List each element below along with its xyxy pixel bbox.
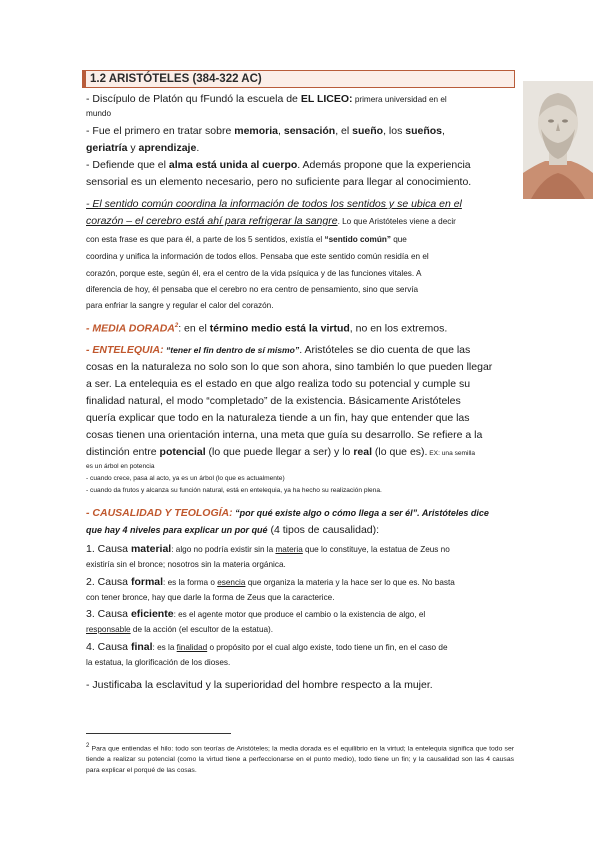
intro-line-3	[86, 157, 514, 174]
sentido-comun-term: “sentido común”	[324, 235, 391, 244]
sentido-text: coordina y unifica la información de todos ellos. Pensaba que este sentido común residía en el	[86, 252, 429, 261]
entelequia-example-3	[86, 486, 514, 496]
termino-medio-emphasis: término medio está la virtud	[209, 322, 350, 335]
causa-text: 1. Causa	[86, 543, 131, 555]
causalidad-quote: “por qué existe algo o cómo llega a ser él”. Aristóteles dice	[232, 508, 489, 518]
causa-text: 2. Causa	[86, 576, 131, 588]
entelequia-quote: “tener el fin dentro de sí mismo”	[163, 345, 300, 355]
section-title: 1.2 ARISTÓTELES (384-322 AC)	[90, 73, 262, 85]
intro-text: . Además propone que la experiencia	[297, 159, 471, 171]
causa-text: de la acción (el escultor de la estatua).	[130, 625, 274, 634]
intro-line-2b	[86, 140, 514, 157]
media-dorada-line	[86, 318, 514, 338]
example-text: - cuando da frutos y alcanza su función natural, está en entelequia, ya ha hecho su realización plena.	[86, 487, 382, 494]
term-real: real	[353, 446, 372, 458]
term-potencial: potencial	[159, 446, 206, 458]
causalidad-quote: que hay 4 niveles para explicar un por qué	[86, 525, 268, 535]
sentido-text: diferencia de hoy, él pensaba que el cerebro no era centro de pensamiento, sino que servía	[86, 285, 419, 294]
causa-text: : es la forma o	[163, 578, 218, 587]
sentido-quote: corazón – el cerebro está ahí para refrigerar la sangre	[86, 215, 338, 227]
causa-final-term: final	[130, 641, 153, 653]
esclavitud-text: - Justificaba la esclavitud y la superioridad del hombre respecto a la mujer.	[86, 679, 433, 691]
intro-text: y	[127, 142, 139, 154]
entelequia-text: finalidad natural, el modo “completado” de la existencia. Básicamente Aristóteles	[86, 395, 461, 407]
causa-text: existiría sin el bronce; nosotros sin la materia orgánica.	[86, 560, 286, 569]
causa-text: o propósito por el cual algo existe, todo tiene un fin, en el caso de	[207, 643, 448, 652]
term-sensacion: sensación	[283, 125, 336, 137]
liceo-emphasis: EL LICEO:	[300, 93, 353, 105]
responsable-term: responsable	[86, 625, 131, 634]
finalidad-term: finalidad	[176, 643, 208, 652]
entelequia-text: quería explicar que todo en la naturaleza tiende a un fin, hay que entender que las	[86, 412, 470, 424]
alma-cuerpo-emphasis: alma está unida al cuerpo	[168, 159, 298, 171]
footnote-number: 2	[86, 743, 90, 749]
entelequia-line-6	[86, 427, 514, 444]
causalidad-text: (4 tipos de causalidad):	[267, 524, 380, 536]
sentido-text: . Lo que Aristóteles viene a decir	[337, 217, 456, 226]
causa-text: 4. Causa	[86, 641, 131, 653]
intro-text: - Discípulo de Platón qu fFundó la escuela de	[86, 93, 301, 105]
causa-eficiente-term: eficiente	[130, 608, 174, 620]
causa-final-line-2	[86, 655, 514, 670]
footnote-divider	[86, 733, 231, 734]
causa-material-line	[86, 541, 514, 558]
causa-formal-term: formal	[130, 576, 164, 588]
sentido-quote: - El sentido común coordina la información de todos los sentidos y se ubica en el	[86, 198, 462, 210]
sentido-quote-line-2	[86, 213, 514, 230]
causa-text: la estatua, la glorificación de los dioses.	[86, 658, 231, 667]
entelequia-line-2	[86, 359, 514, 376]
intro-text: , los	[383, 125, 406, 137]
causa-material-term: material	[130, 543, 172, 555]
causalidad-label: - CAUSALIDAD Y TEOLOGÍA:	[86, 507, 233, 519]
media-text: , no en los extremos.	[349, 322, 448, 335]
sentido-text: que	[390, 235, 407, 244]
causa-material-line-2	[86, 557, 514, 572]
entelequia-text: (lo que puede llegar a ser) y lo	[205, 446, 354, 458]
causa-eficiente-line-2	[86, 622, 514, 637]
intro-text: , el	[335, 125, 353, 137]
sentido-line-2	[86, 249, 514, 264]
aristotle-bust-image	[523, 81, 593, 199]
intro-text: mundo	[86, 109, 112, 118]
sentido-line-5	[86, 298, 514, 313]
sentido-text: para enfriar la sangre y regular el calor del corazón.	[86, 301, 274, 310]
term-geriatria: geriatría	[86, 142, 128, 154]
footnote-text: Para que entiendas el hilo: todo son teorías de Aristóteles; la media dorada es el equilibrio en la virtud; la entelequia significa que todo ser tiende a realizar su potencial (como la virtud tiene a perfeccionarse en el punto medio), todo tiene un fin; y la causalidad son las 4 causas para explicar el porqué de las cosas.	[86, 745, 514, 775]
intro-text: - Defiende que el	[86, 159, 169, 171]
causa-formal-line-2	[86, 590, 514, 605]
causa-text: con tener bronce, hay que darle la forma de Zeus que la caracterice.	[86, 593, 335, 602]
example-label: EX: una semilla	[427, 450, 476, 457]
term-aprendizaje: aprendizaje	[138, 142, 197, 154]
sentido-line-4	[86, 282, 514, 297]
intro-text: - Fue el primero en tratar sobre	[86, 125, 235, 137]
entelequia-label: - ENTELEQUIA:	[86, 344, 164, 356]
intro-text: ,	[278, 125, 284, 137]
causa-text: : algo no podría existir sin la	[171, 545, 276, 554]
sentido-line-3	[86, 266, 514, 281]
esencia-term: esencia	[217, 578, 246, 587]
sentido-line-1	[86, 232, 514, 247]
entelequia-line-5	[86, 410, 514, 427]
intro-line-1b	[86, 106, 514, 121]
causa-text: 3. Causa	[86, 608, 131, 620]
section-heading	[82, 70, 515, 88]
intro-text: ,	[442, 125, 445, 137]
sentido-text: corazón, porque este, según él, era el centro de la vida psíquica y de las funciones vitales. A	[86, 269, 422, 278]
intro-text: .	[196, 142, 200, 154]
causa-final-line	[86, 639, 514, 656]
footnote	[86, 741, 514, 776]
entelequia-text: distinción entre	[86, 446, 160, 458]
term-suenos: sueños	[405, 125, 443, 137]
entelequia-line-4	[86, 393, 514, 410]
sentido-text: con esta frase es que para él, a parte de los 5 sentidos, existía el	[86, 235, 325, 244]
materia-term: materia	[275, 545, 303, 554]
intro-line-2	[86, 123, 514, 140]
esclavitud-line	[86, 677, 514, 694]
intro-text: sensorial es un elemento necesario, pero no suficiente para llegar al conocimiento.	[86, 176, 472, 188]
entelequia-text: (lo que es).	[372, 446, 428, 458]
entelequia-text: cosas tienen una orientación interna, una meta que guía su desarrollo. Se refiere a la	[86, 429, 483, 441]
media-dorada-label: - MEDIA DORADA	[86, 322, 175, 335]
causa-text: que organiza la materia y la hace ser lo que es. No basta	[245, 578, 455, 587]
media-text: : en el	[178, 322, 210, 335]
causa-eficiente-line	[86, 606, 514, 623]
intro-line-3b	[86, 174, 514, 191]
entelequia-example-1	[86, 462, 514, 472]
example-text: - cuando crece, pasa al acto, ya es un árbol (lo que es actualmente)	[86, 475, 285, 482]
intro-text: primera universidad en el	[352, 95, 447, 104]
causalidad-line-2	[86, 522, 514, 539]
causa-text: : es la	[152, 643, 177, 652]
entelequia-line-3	[86, 376, 514, 393]
entelequia-text: cosas en la naturaleza no solo son lo que son ahora, sino también lo que pueden llegar	[86, 361, 493, 373]
entelequia-text: . Aristóteles se dio cuenta de que las	[299, 344, 471, 356]
causa-text: : es el agente motor que produce el cambio o la existencia de algo, el	[173, 610, 426, 619]
entelequia-example-2	[86, 474, 514, 484]
term-memoria: memoria	[234, 125, 279, 137]
term-sueno: sueño	[352, 125, 384, 137]
entelequia-line-1	[86, 342, 514, 359]
sentido-quote-line-1	[86, 196, 514, 213]
entelequia-line-7	[86, 444, 514, 461]
footnote-ref: 2	[174, 323, 179, 329]
causa-text: que lo constituye, la estatua de Zeus no	[302, 545, 450, 554]
entelequia-text: a ser. La entelequia es el estado en que algo realiza todo su potencial y cumple su	[86, 378, 471, 390]
example-text: es un árbol en potencia	[86, 463, 155, 470]
causalidad-line-1	[86, 505, 514, 522]
causa-formal-line	[86, 574, 514, 591]
